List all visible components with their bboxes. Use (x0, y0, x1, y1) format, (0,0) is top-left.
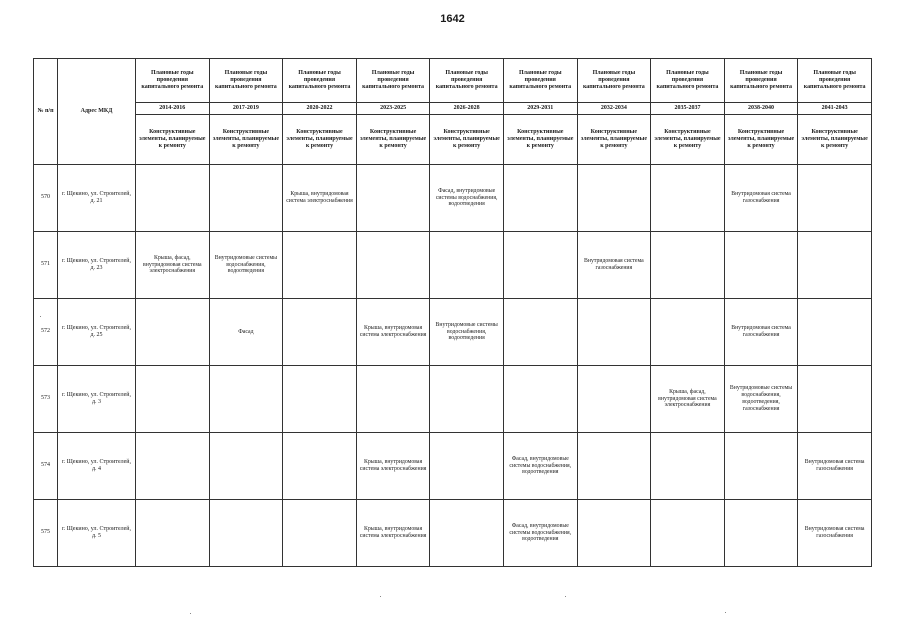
row-address: г. Щекино, ул. Строителей, д. 4 (58, 433, 136, 500)
repair-elements-cell (724, 433, 798, 500)
repair-elements-cell (577, 500, 651, 567)
repair-elements-cell (209, 433, 283, 500)
header-elements-label: Конструктивные элементы, планируемые к ремонту (356, 115, 430, 165)
repair-elements-cell: Крыша, внутридомовая система электроснабжения (356, 433, 430, 500)
row-number: 572 (34, 299, 58, 366)
repair-elements-cell (724, 500, 798, 567)
header-elements-label: Конструктивные элементы, планируемые к ремонту (209, 115, 283, 165)
repair-elements-cell: Внутридомовая система газоснабжения (798, 433, 872, 500)
header-year-range: 2020-2022 (283, 103, 357, 115)
repair-elements-cell (577, 366, 651, 433)
row-address: г. Щекино, ул. Строителей, д. 5 (58, 500, 136, 567)
repair-elements-cell (503, 232, 577, 299)
header-year-range: 2038-2040 (724, 103, 798, 115)
repair-elements-cell (577, 299, 651, 366)
repair-elements-cell (798, 366, 872, 433)
header-row-periods (34, 59, 872, 103)
repair-elements-cell (209, 165, 283, 232)
repair-elements-cell (356, 165, 430, 232)
header-elements-label: Конструктивные элементы, планируемые к ремонту (798, 115, 872, 165)
repair-elements-cell: Внутридомовая система газоснабжения (577, 232, 651, 299)
row-number: 575 (34, 500, 58, 567)
scan-speck (190, 613, 191, 614)
repair-elements-cell (651, 500, 725, 567)
repair-elements-cell (503, 165, 577, 232)
repair-elements-cell (724, 232, 798, 299)
repair-elements-cell (577, 165, 651, 232)
header-year-range: 2014-2016 (136, 103, 210, 115)
repair-elements-cell: Внутридомовые системы водоснабжения, водоотведения (209, 232, 283, 299)
repair-elements-cell: Крыша, внутридомовая система электроснабжения (283, 165, 357, 232)
header-period-label: Плановые годы проведения капитального ремонта (651, 59, 725, 103)
header-year-range: 2026-2028 (430, 103, 504, 115)
repair-elements-cell: Фасад, внутридомовые системы водоснабжения, водоотведения (503, 500, 577, 567)
scan-speck (40, 316, 41, 317)
page-number: 1642 (440, 13, 465, 25)
header-year-range: 2017-2019 (209, 103, 283, 115)
row-address: г. Щекино, ул. Строителей, д. 3 (58, 366, 136, 433)
scan-speck (380, 596, 381, 597)
repair-elements-cell: Внутридомовая система газоснабжения (724, 165, 798, 232)
header-elements-label: Конструктивные элементы, планируемые к ремонту (724, 115, 798, 165)
repair-elements-cell (651, 165, 725, 232)
repair-elements-cell (209, 500, 283, 567)
repair-elements-cell: Крыша, фасад, внутридомовая система электроснабжения (651, 366, 725, 433)
repair-elements-cell (283, 366, 357, 433)
row-number: 570 (34, 165, 58, 232)
header-year-range: 2035-2037 (651, 103, 725, 115)
repair-elements-cell: Внутридомовая система газоснабжения (798, 500, 872, 567)
header-period-label: Плановые годы проведения капитального ремонта (430, 59, 504, 103)
table-row (34, 232, 872, 299)
repair-elements-cell: Фасад, внутридомовые системы водоснабжения, водоотведения (430, 165, 504, 232)
repair-elements-cell (136, 500, 210, 567)
repair-elements-cell: Внутридомовая система газоснабжения (724, 299, 798, 366)
header-elements-label: Конструктивные элементы, планируемые к ремонту (283, 115, 357, 165)
repair-elements-cell (577, 433, 651, 500)
table-body (34, 165, 872, 567)
repair-elements-cell (503, 366, 577, 433)
header-row-elements (34, 115, 872, 165)
row-address: г. Щекино, ул. Строителей, д. 23 (58, 232, 136, 299)
repair-elements-cell (651, 299, 725, 366)
header-elements-label: Конструктивные элементы, планируемые к ремонту (651, 115, 725, 165)
table-row (34, 500, 872, 567)
repair-elements-cell (430, 433, 504, 500)
repair-elements-cell (651, 232, 725, 299)
header-row-years (34, 103, 872, 115)
repair-elements-cell (503, 299, 577, 366)
header-year-range: 2041-2043 (798, 103, 872, 115)
repair-elements-cell (136, 165, 210, 232)
repair-elements-cell: Фасад, внутридомовые системы водоснабжения, водоотведения (503, 433, 577, 500)
repair-elements-cell (430, 366, 504, 433)
repair-elements-cell (798, 165, 872, 232)
repair-elements-cell (283, 500, 357, 567)
header-year-range: 2032-2034 (577, 103, 651, 115)
repair-elements-cell (430, 232, 504, 299)
scan-speck (565, 596, 566, 597)
repair-elements-cell (209, 366, 283, 433)
header-elements-label: Конструктивные элементы, планируемые к ремонту (577, 115, 651, 165)
row-address: г. Щекино, ул. Строителей, д. 21 (58, 165, 136, 232)
header-year-range: 2023-2025 (356, 103, 430, 115)
row-number: 574 (34, 433, 58, 500)
header-elements-label: Конструктивные элементы, планируемые к ремонту (503, 115, 577, 165)
header-address: Адрес МКД (58, 59, 136, 165)
repair-elements-cell (356, 232, 430, 299)
header-period-label: Плановые годы проведения капитального ремонта (283, 59, 357, 103)
row-number: 573 (34, 366, 58, 433)
table-row (34, 366, 872, 433)
repair-elements-cell (283, 433, 357, 500)
repair-elements-cell (356, 366, 430, 433)
header-elements-label: Конструктивные элементы, планируемые к ремонту (136, 115, 210, 165)
table-row (34, 433, 872, 500)
repair-elements-cell: Внутридомовые системы водоснабжения, водоотведения, газоснабжения (724, 366, 798, 433)
row-address: г. Щекино, ул. Строителей, д. 25 (58, 299, 136, 366)
repair-elements-cell: Крыша, фасад, внутридомовая система электроснабжения (136, 232, 210, 299)
repair-elements-cell: Крыша, внутридомовая система электроснабжения (356, 500, 430, 567)
header-elements-label: Конструктивные элементы, планируемые к ремонту (430, 115, 504, 165)
table-row (34, 165, 872, 232)
repair-elements-cell (430, 500, 504, 567)
header-period-label: Плановые годы проведения капитального ремонта (136, 59, 210, 103)
repair-elements-cell (651, 433, 725, 500)
header-period-label: Плановые годы проведения капитального ремонта (724, 59, 798, 103)
header-period-label: Плановые годы проведения капитального ремонта (798, 59, 872, 103)
repair-elements-cell (798, 232, 872, 299)
repair-elements-cell (136, 299, 210, 366)
header-number: № п/п (34, 59, 58, 165)
header-period-label: Плановые годы проведения капитального ремонта (209, 59, 283, 103)
repair-elements-cell: Крыша, внутридомовая система электроснабжения (356, 299, 430, 366)
table-row (34, 299, 872, 366)
header-period-label: Плановые годы проведения капитального ремонта (577, 59, 651, 103)
repair-elements-cell (283, 232, 357, 299)
repair-elements-cell (136, 366, 210, 433)
scan-speck (725, 612, 726, 613)
repair-plan-table (33, 58, 872, 567)
repair-elements-cell (283, 299, 357, 366)
header-year-range: 2029-2031 (503, 103, 577, 115)
repair-elements-cell (798, 299, 872, 366)
header-period-label: Плановые годы проведения капитального ремонта (503, 59, 577, 103)
repair-elements-cell (136, 433, 210, 500)
header-period-label: Плановые годы проведения капитального ремонта (356, 59, 430, 103)
repair-elements-cell: Фасад (209, 299, 283, 366)
repair-elements-cell: Внутридомовые системы водоснабжения, водоотведения (430, 299, 504, 366)
row-number: 571 (34, 232, 58, 299)
